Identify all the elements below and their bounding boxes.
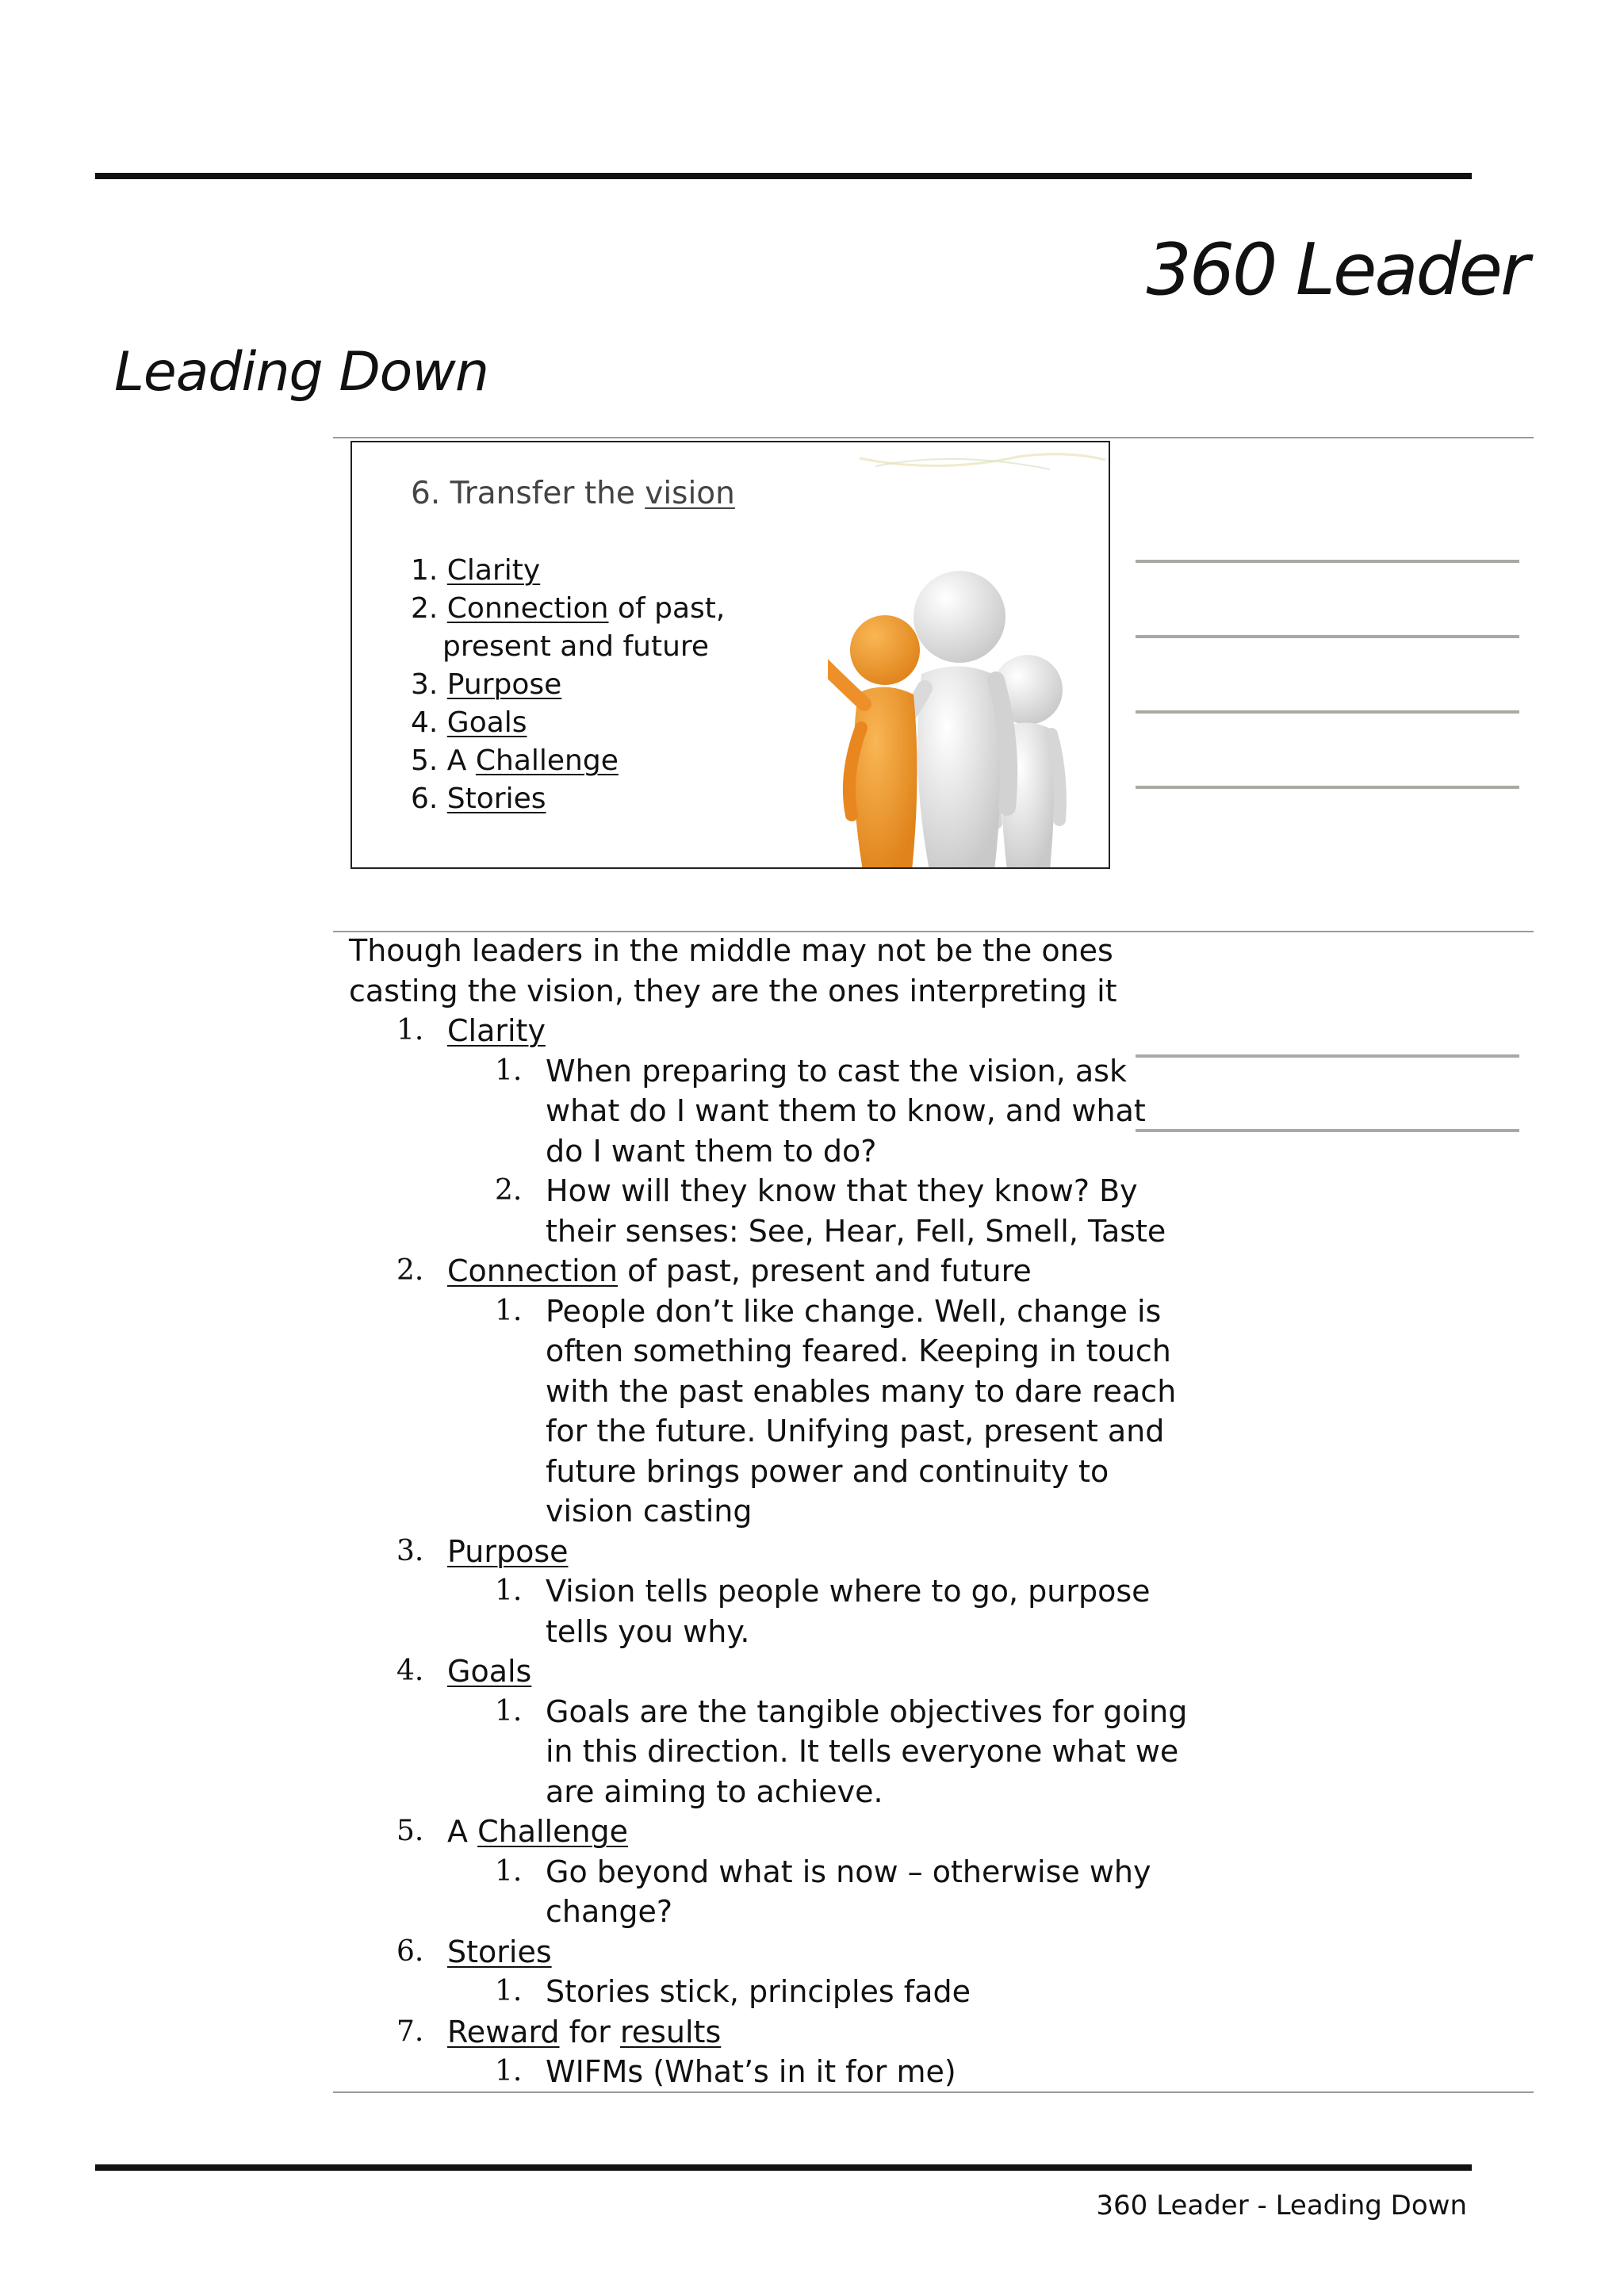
sub-point-text: with the past enables many to dare reach	[546, 1373, 1177, 1409]
sub-point-number: 1.	[495, 1694, 523, 1728]
point-link: Purpose	[447, 1533, 569, 1569]
point-prefix: A	[447, 1814, 478, 1849]
slide-list-item	[411, 552, 725, 590]
note-line	[1136, 786, 1519, 789]
note-line	[1136, 1129, 1519, 1132]
slide-item-number: 4.	[411, 706, 447, 739]
slide-item-link: Connection	[446, 592, 609, 625]
sub-point-line	[349, 1411, 1165, 1452]
point-number: 6.	[396, 1934, 424, 1968]
point-item	[349, 1651, 1142, 1692]
slide-item-prefix: A	[446, 744, 476, 777]
slide-item-link: Challenge	[475, 744, 619, 777]
slide-list-item	[411, 590, 725, 628]
orange-pointing-figure	[828, 615, 920, 869]
sub-point-line	[349, 1091, 1146, 1131]
note-line	[1136, 560, 1519, 563]
sub-point-text: their senses: See, Hear, Fell, Smell, Taste	[546, 1213, 1166, 1249]
sub-point-number: 1.	[495, 1575, 523, 1607]
point-number: 3.	[396, 1534, 424, 1567]
sub-point-text: When preparing to cast the vision, ask	[546, 1053, 1127, 1089]
slide-list-item	[411, 704, 725, 742]
slide-item-suffix: of past,	[608, 592, 726, 625]
sub-point-line	[349, 1892, 1142, 1932]
sub-point-text: Stories stick, principles fade	[546, 1974, 971, 2009]
slide-item-link: Goals	[446, 706, 527, 739]
sub-point-line	[349, 1612, 1142, 1652]
sub-point-line	[349, 1692, 1188, 1732]
sub-point-line	[349, 1051, 1142, 1092]
intro-line: casting the vision, they are the ones interpreting it	[349, 973, 1117, 1008]
slide-item-link: Clarity	[446, 554, 541, 587]
slide-item-number: 1.	[411, 554, 447, 587]
point-link-secondary: results	[619, 2014, 722, 2049]
sub-point-line	[349, 1732, 1179, 1772]
point-link: Challenge	[477, 1814, 629, 1849]
sub-point-text: often something feared. Keeping in touch	[546, 1334, 1171, 1368]
sub-point-number: 1.	[495, 1294, 523, 1327]
point-item	[349, 1251, 1142, 1292]
sub-point-text: Go beyond what is now – otherwise why	[546, 1854, 1151, 1889]
slide-item-link: Stories	[446, 783, 546, 815]
sub-point-number: 1.	[495, 2055, 523, 2087]
point-number: 2.	[396, 1254, 424, 1287]
sub-point-text: do I want them to do?	[546, 1133, 877, 1169]
point-item	[349, 1932, 1142, 1973]
slide-top-divider	[333, 437, 1534, 438]
slide-item-link: Purpose	[446, 668, 562, 701]
sub-point-line	[349, 1171, 1142, 1211]
slide-heading	[411, 476, 735, 511]
note-line	[1136, 1054, 1519, 1058]
point-link: Goals	[447, 1654, 532, 1689]
sub-point-number: 1.	[495, 1854, 523, 1888]
point-link: Reward	[447, 2014, 560, 2049]
point-link: Connection	[447, 1253, 619, 1288]
intro-line: Though leaders in the middle may not be the ones	[349, 933, 1113, 968]
slide-item-number: 2.	[411, 592, 447, 625]
sub-point-line	[349, 1331, 1171, 1372]
point-suffix: of past, present and future	[618, 1253, 1032, 1288]
point-number: 4.	[396, 1655, 424, 1687]
top-rule	[95, 173, 1472, 179]
point-link: Clarity	[447, 1013, 546, 1048]
slide-heading-link: vision	[645, 476, 735, 511]
sub-point-text: People don’t like change. Well, change is	[546, 1293, 1162, 1329]
sub-point-line	[349, 1372, 1177, 1412]
sub-point-text: are aiming to achieve.	[546, 1774, 883, 1809]
sub-point-text: How will they know that they know? By	[546, 1173, 1138, 1208]
sub-point-line	[349, 1571, 1151, 1612]
slide-item-number: 3.	[411, 668, 447, 701]
sub-point-text: Vision tells people where to go, purpose	[546, 1574, 1151, 1609]
leadership-figures-illustration	[828, 442, 1110, 869]
sub-point-line	[349, 1972, 1142, 2012]
slide-list-item	[411, 628, 725, 666]
slide-item-number: 6.	[411, 783, 447, 815]
sub-point-line	[349, 1452, 1142, 1492]
sub-point-text: in this direction. It tells everyone what we	[546, 1734, 1179, 1769]
slide-list-item	[411, 666, 725, 704]
slide-list	[411, 552, 725, 818]
point-item	[349, 1812, 1142, 1852]
notes-body	[349, 931, 1188, 2092]
sub-point-text: Goals are the tangible objectives for going	[546, 1693, 1188, 1729]
note-line	[1136, 635, 1519, 638]
point-number: 7.	[396, 2015, 424, 2048]
sub-point-number: 1.	[495, 1054, 523, 1087]
point-item	[349, 1532, 1142, 1572]
sub-point-number: 1.	[495, 1975, 523, 2007]
sub-point-line	[349, 1292, 1162, 1332]
sub-point-line	[349, 1852, 1151, 1892]
sub-point-text: tells you why.	[546, 1613, 750, 1649]
section-title: Leading Down	[114, 341, 489, 404]
slide-list-item	[411, 742, 725, 780]
sub-point-line	[349, 1772, 1142, 1812]
point-link: Stories	[447, 1934, 552, 1969]
slide-thumbnail	[350, 441, 1110, 869]
point-item	[349, 1011, 1142, 1051]
sub-point-line	[349, 1211, 1166, 1252]
sub-point-line	[349, 1491, 1142, 1532]
page-footer: 360 Leader - Leading Down	[1096, 2190, 1467, 2221]
point-number: 1.	[396, 1014, 424, 1047]
point-number: 5.	[396, 1815, 424, 1847]
document-title: 360 Leader	[1146, 228, 1527, 312]
note-line	[1136, 710, 1519, 714]
sub-point-text: what do I want them to know, and what	[546, 1093, 1146, 1128]
slide-item-number: 5.	[411, 744, 447, 777]
sub-point-line	[349, 2052, 1142, 2092]
sub-point-text: change?	[546, 1894, 673, 1929]
point-suffix: for	[559, 2014, 620, 2049]
sub-point-text: for the future. Unifying past, present and	[546, 1414, 1165, 1448]
slide-list-item	[411, 780, 725, 818]
slide-heading-text: 6. Transfer the	[411, 476, 645, 511]
sub-point-text: WIFMs (What’s in it for me)	[546, 2054, 956, 2089]
point-item	[349, 2012, 1142, 2053]
bottom-rule	[95, 2164, 1472, 2171]
sub-point-text: future brings power and continuity to	[546, 1453, 1109, 1489]
sub-point-text: vision casting	[546, 1494, 753, 1529]
sub-point-line	[349, 1131, 1142, 1172]
sub-point-number: 2.	[495, 1174, 523, 1207]
slide-item-prefix: present and future	[442, 630, 710, 663]
